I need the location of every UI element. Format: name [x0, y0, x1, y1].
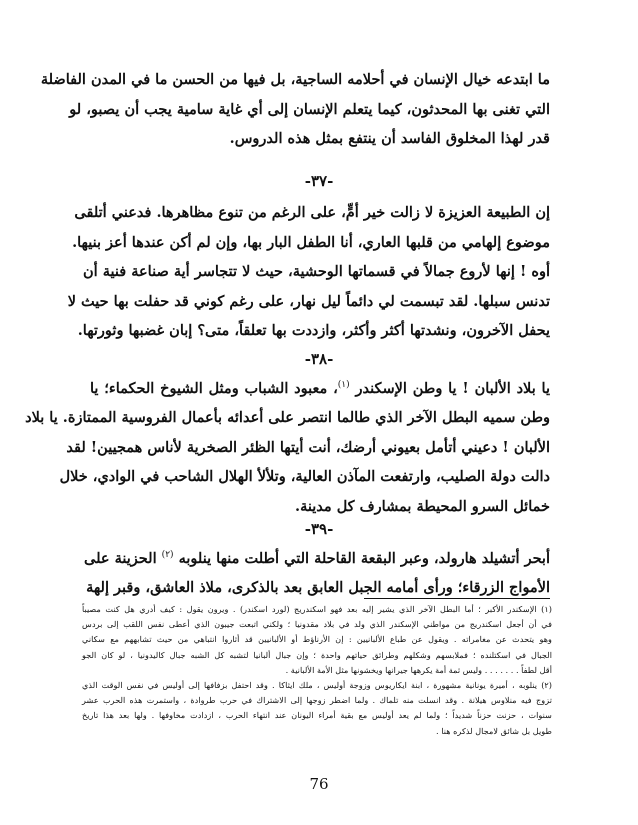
- page-number: 76: [309, 775, 329, 793]
- footnote-line: طويل بل شائق لامجال لذكره هنا .: [436, 725, 552, 736]
- text-line: قدر لهذا المخلوق الفاسد أن ينتفع بمثل هذه الدروس.: [229, 130, 550, 147]
- footnote-line: سنوات ، حزنت حزناً شديداً ؛ ولما لم يعد أوليس مع بقية أمراء اليونان عند انتهاء الحرب ، ازدادت مخاوفها . ولها بعد هذا تاريخ: [82, 710, 552, 721]
- section-number-37: -٣٧-: [304, 172, 334, 190]
- footnote-line: تزوج فيه منلاوس هيلانة . وقد انسلت منه تلماك . ولما اضطر زوجها إلى الاشتراك في حرب طروادة ، واستمرت هذه الحرب عشر: [82, 695, 552, 706]
- text-line: خمائل السرو المحيطة بمشارف كل مدينة.: [295, 497, 550, 515]
- footnote-line: أقل لطفاً . . . . . . . وليس ثمة أمة يكرهها جيرانها ويخشونها مثل الأمة الألبانية .: [285, 664, 552, 675]
- paragraph-38: [25, 371, 551, 521]
- text-line: تدنس سبلها. لقد تبسمت لي دائماً ليل نهار، على رغم كوني قد حفلت بها حيث لا: [67, 292, 550, 310]
- text-segment: يا بلاد الألبان ! يا وطن الإسكندر: [355, 379, 551, 397]
- footnote-line: الجبال في اسكتلنده ؛ فملابسهم وشكلهم وطرائق حياتهم واحدة ؛ وإن جبال ألبانيا لتشبه كل الشبه جبال كاليدونيا ، لو كان الجو: [82, 649, 552, 660]
- text-segment: أبحر أتشيلد هارولد، وعبر البقعة القاحلة التي أطلت منها ينلوبه: [178, 549, 550, 567]
- text-segment: ، معبود الشباب ومثل الشيوخ الحكماء؛ يا: [90, 379, 338, 397]
- footnotes: [82, 602, 552, 739]
- footnote-line: في أن أجعل اسكندريج من مواطني الإسكندر الذي ولد في بلاد مقدونيا ؛ ولكني اتبعت جيبون الذي أعطى نفس اللقب إلى بردس: [82, 619, 552, 630]
- footnote-ref-2: (٢): [161, 550, 174, 560]
- paragraph-39: [84, 541, 550, 603]
- text-line: يحفل الآخرون، ونشدتها أكثر وأكثر، وازددت بها تعلقاً، متى؟ إبان غضبها وثورتها.: [77, 322, 550, 339]
- text-line: الأمواج الزرقاء؛ ورأى أمامه الجبل العابق بعد بالذكرى، ملاذ العاشق، وقبر إلهة: [86, 579, 550, 597]
- text-line: الألبان ! دعيني أتأمل بعيوني أرضك، أنت أيتها الظئر الصخرية لأناس همجيين! لقد: [66, 438, 550, 456]
- paragraph-37: [67, 198, 550, 346]
- footnote-1: [82, 602, 552, 678]
- footnote-line: وهو يتحدث عن مغامراته . ويقول عن طباع الألبانيين : إن الأرناؤط أو الألبانيين قد أثاروا انتباهي من حيث تشابههم مع سكاني: [82, 634, 552, 645]
- section-number-38: -٣٨-: [304, 350, 334, 368]
- footnote-line: (٢) ينلوبه ، أميرة يونانية مشهورة ، ابنة ايكاريوس وزوجة أوليس ، ملك ايثاكا . وقد احتفل بزفافها إلى أوليس في نفس الوقت الذي: [82, 680, 552, 691]
- text-segment: الحزينة على: [84, 549, 162, 567]
- footnote-line: (١) الإسكندر الأكبر ؛ أما البطل الآخر الذي يشير إليه بعد فهو اسكندريج (لورد اسكندر) . ويرون يقول : كيف أدري هل كنت مصيباً: [82, 604, 552, 614]
- text-line: موضوع إلهامي من قلبها العاري، أنا الطفل البار بها، وإن لم أكن عندها أعز بنيها.: [72, 233, 550, 251]
- text-line: دالت دولة الصليب، وارتفعت المآذن العالية، وتلألأ الهلال الشاحب في الوادي، خلال: [59, 468, 550, 486]
- intro-paragraph: [40, 65, 550, 154]
- text-line: ما ابتدعه خيال الإنسان في أحلامه الساجية، بل فيها من الحسن ما في المدن الفاضلة: [40, 71, 550, 88]
- text-line: إن الطبيعة العزيزة لا زالت خير أمٍّ، على الرغم من تنوع مظاهرها. فدعني أتلقى: [74, 204, 550, 221]
- text-line: وطن سميه البطل الآخر الذي طالما انتصر على أعدائه بأعمال الفروسية الممتازة. يا بلاد: [25, 409, 550, 427]
- text-line: أوه ! إنها لأروع جمالاً في قسماتها الوحشية، حيث لا تتجاسر أية صناعة فنية أن: [83, 263, 550, 280]
- text-line: [90, 371, 550, 403]
- text-line: التي تغنى بها المحدثون، كيما يتعلم الإنسان إلى أي غاية سامية يجب أن يصبو، لو: [69, 100, 550, 118]
- footnote-ref-1: (١): [337, 380, 350, 390]
- section-number-39: -٣٩-: [304, 520, 334, 538]
- footnote-2: [82, 678, 552, 739]
- footnote-divider: [364, 598, 550, 599]
- text-line: [84, 541, 550, 573]
